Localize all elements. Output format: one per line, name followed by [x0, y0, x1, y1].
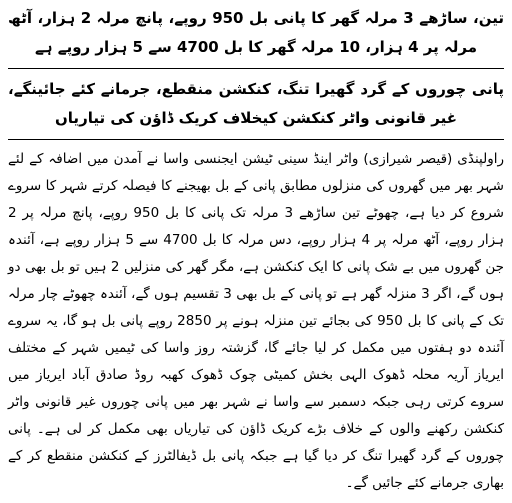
- headline: تین، ساڑھے 3 مرلہ گھر کا پانی بل 950 روپے، پانچ مرلہ 2 ہزار، آٹھ مرلہ پر 4 ہزار، 10 مرلہ گھر کا بل 4700 سے 5 ہزار روپے ہے: [8, 9, 505, 56]
- subheadline: پانی چوروں کے گرد گھیرا تنگ، کنکشن منقطع، جرمانے کئے جائینگے، غیر قانونی واٹر کنکشن کیخلاف کریک ڈاؤن کی تیاریاں: [8, 80, 504, 127]
- bottom-divider: [8, 139, 504, 140]
- top-divider: [8, 68, 504, 69]
- article-body: راولپنڈی (قیصر شیرازی) واٹر اینڈ سینی ٹیشن ایجنسی واسا نے آمدن میں اضافہ کے لئے شہر بھر میں گھروں کی منزلوں مطابق پانی کے بل بھیجنے کا فیصلہ کرتے شہر کا سروے شروع کر دیا ہے، چھوٹے تین ساڑھے 3 مرلہ تک پانی کا بل 950 روپے، پانچ مرلہ پر 2 ہزار روپے، آٹھ مرلہ پر 4 ہزار روپے، دس مرلہ کا بل 4700 سے 5 ہزار روپے ہے، آئندہ جن گھروں میں بے شک پانی کا ایک کنکشن ہے، مگر گھر کی منزلیں 2 ہیں تو بل بھی دو ہوں گے، اگر 3 منزلہ گھر ہے تو پانی کے بل بھی 3 تقسیم ہوں گے، آئندہ چھوٹے چار مرلہ تک کے پانی کا بل 950 کی بجائے تین منزلہ ہونے پر 2850 روپے پانی بل ہو گا، یہ سروے آئندہ دو ہفتوں میں مکمل کر لیا جائے گا، گزشتہ روز واسا کی ٹیمیں شہر کے مختلف ایریاز آریہ محلہ ڈھوک الہی بخش کمیٹی چوک ڈھوک کھبہ روڈ صادق آباد ایریاز میں سروے کرتی رہی جبکہ دسمبر سے واسا نے شہر بھر میں پانی چوروں غیر قانونی واٹر کنکشن رکھنے والوں کے خلاف بڑے کریک ڈاؤن کی تیاریاں بھی مکمل کر لی ہے۔ پانی چوروں کے گرد گھیرا تنگ کر دیا گیا ہے جبکہ پانی بل ڈیفالٹرز کے کنکشن منقطع کر کے بھاری جرمانے کئے جائیں گے۔: [8, 151, 504, 491]
